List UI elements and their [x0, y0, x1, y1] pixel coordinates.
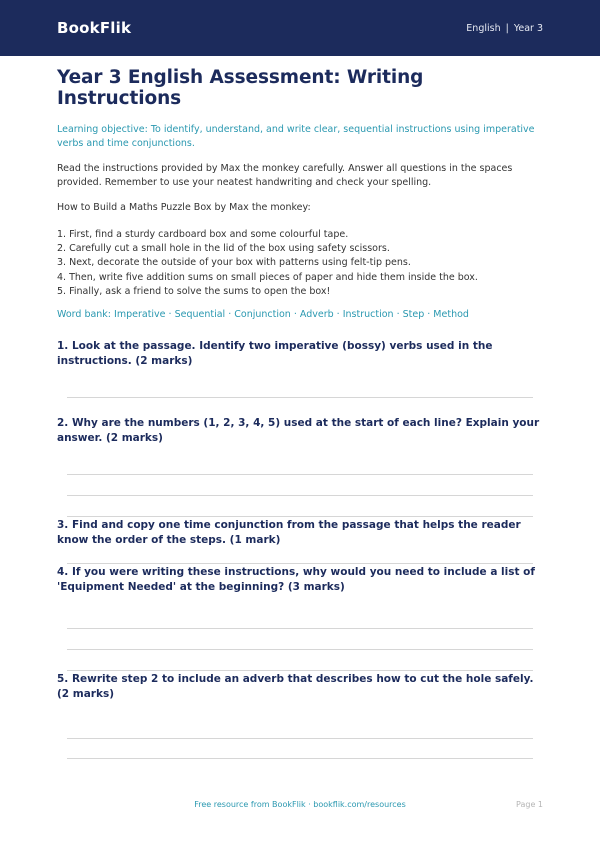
- answer-line[interactable]: [67, 474, 533, 475]
- separator: |: [505, 22, 509, 34]
- answer-line[interactable]: [67, 516, 533, 517]
- learning-objective: Learning objective: To identify, understand, and write clear, sequential instructions using imperative verbs and time conjunctions.: [57, 124, 535, 149]
- passage-title: How to Build a Maths Puzzle Box by Max the monkey:: [57, 202, 311, 213]
- answer-line[interactable]: [67, 758, 533, 759]
- answer-line[interactable]: [67, 563, 533, 564]
- year-label: Year 3: [513, 22, 543, 34]
- question-5: [57, 672, 543, 759]
- question-2: [57, 416, 543, 517]
- answer-line[interactable]: [67, 670, 533, 671]
- answer-lines[interactable]: [57, 369, 543, 398]
- answer-line[interactable]: [67, 649, 533, 650]
- intro-text: Read the instructions provided by Max the monkey carefully. Answer all questions in the spaces provided. Remember to use your neatest handwriting and check your spelling.: [57, 163, 513, 188]
- question-text: 1. Look at the passage. Identify two imperative (bossy) verbs used in the instructions. (2 marks): [57, 340, 493, 368]
- brand-logo[interactable]: BookFlik: [57, 19, 132, 37]
- step-item: 4. Then, write five addition sums on small pieces of paper and hide them inside the box.: [57, 271, 478, 283]
- footer: [0, 800, 600, 814]
- answer-lines[interactable]: [57, 702, 543, 759]
- question-3: [57, 518, 543, 564]
- worksheet-content: [0, 56, 600, 759]
- answer-lines[interactable]: [57, 446, 543, 517]
- page-title: Year 3 English Assessment: Writing Instructions: [57, 67, 424, 109]
- subject-label: English: [466, 22, 501, 34]
- answer-lines[interactable]: [57, 595, 543, 671]
- step-item: 2. Carefully cut a small hole in the lid of the box using safety scissors.: [57, 243, 390, 255]
- answer-line[interactable]: [67, 397, 533, 398]
- answer-line[interactable]: [67, 495, 533, 496]
- step-item: 5. Finally, ask a friend to solve the sums to open the box!: [57, 285, 331, 297]
- header-meta: [466, 23, 543, 34]
- answer-lines[interactable]: [57, 548, 543, 564]
- question-1: [57, 339, 543, 398]
- step-item: 3. Next, decorate the outside of your box with patterns using felt-tip pens.: [57, 257, 411, 269]
- answer-line[interactable]: [67, 738, 533, 739]
- page-number: Page 1: [516, 800, 543, 809]
- question-4: [57, 565, 543, 671]
- question-text: 3. Find and copy one time conjunction from the passage that helps the reader know the order of the steps. (1 mark): [57, 519, 521, 547]
- answer-line[interactable]: [67, 628, 533, 629]
- footer-resource-link[interactable]: Free resource from BookFlik · bookflik.com/resources: [194, 800, 406, 809]
- question-text: 5. Rewrite step 2 to include an adverb that describes how to cut the hole safely. (2 marks): [57, 673, 534, 701]
- word-bank: Word bank: Imperative · Sequential · Conjunction · Adverb · Instruction · Step · Method: [57, 309, 469, 321]
- question-text: 4. If you were writing these instructions, why would you need to include a list of 'Equipment Needed' at the beginning? (3 marks): [57, 566, 535, 594]
- step-item: 1. First, find a sturdy cardboard box and some colourful tape.: [57, 229, 349, 240]
- header-bar: [0, 0, 600, 56]
- instruction-steps: [57, 228, 543, 299]
- question-text: 2. Why are the numbers (1, 2, 3, 4, 5) used at the start of each line? Explain your answer. (2 marks): [57, 417, 540, 445]
